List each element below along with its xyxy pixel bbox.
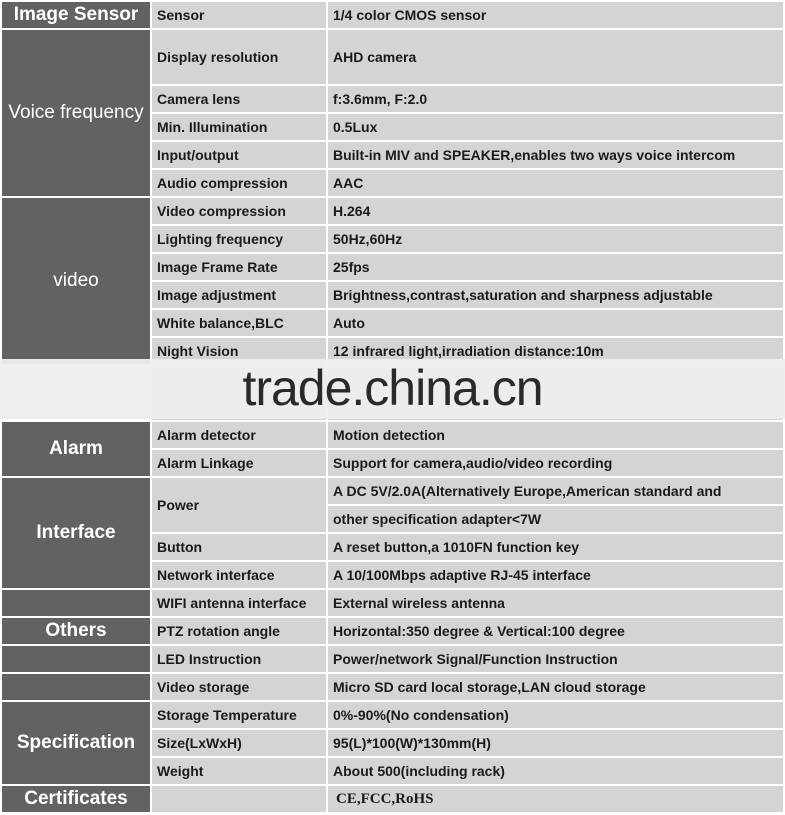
category-label: Alarm [2, 422, 150, 476]
spec-value: CE,FCC,RoHS [328, 786, 783, 812]
spec-param: Image Frame Rate [152, 254, 326, 280]
spec-value: A reset button,a 1010FN function key [328, 534, 783, 560]
spec-value: 12 infrared light,irradiation distance:10m [328, 338, 783, 364]
spec-param: Alarm Linkage [152, 450, 326, 476]
category-label: Specification [2, 702, 150, 784]
spec-param: White balance,BLC [152, 310, 326, 336]
spec-param: Min. Illumination [152, 114, 326, 140]
spec-param: Button [152, 534, 326, 560]
spec-param: Lighting frequency [152, 226, 326, 252]
spec-param [152, 786, 326, 812]
spec-value: Brightness,contrast,saturation and sharpness adjustable [328, 282, 783, 308]
category-label: Image Sensor [2, 2, 150, 28]
spec-param: Power [152, 478, 326, 532]
spec-param: Video storage [152, 674, 326, 700]
category-blank-cell [2, 646, 150, 672]
watermark-text: trade.china.cn [242, 360, 543, 416]
spec-value: AAC [328, 170, 783, 196]
spec-value: H.264 [328, 198, 783, 224]
spec-value: A 10/100Mbps adaptive RJ-45 interface [328, 562, 783, 588]
spec-value: 50Hz,60Hz [328, 226, 783, 252]
spec-value: 0.5Lux [328, 114, 783, 140]
spec-value: Power/network Signal/Function Instruction [328, 646, 783, 672]
category-blank-cell [2, 590, 150, 616]
category-label: video [2, 198, 150, 364]
spec-param: Input/output [152, 142, 326, 168]
spec-param: Weight [152, 758, 326, 784]
spec-param: LED Instruction [152, 646, 326, 672]
spec-param: Alarm detector [152, 422, 326, 448]
spec-value: External wireless antenna [328, 590, 783, 616]
spec-param: Storage Temperature [152, 702, 326, 728]
spec-value: About 500(including rack) [328, 758, 783, 784]
spec-param: Sensor [152, 2, 326, 28]
spec-value: Motion detection [328, 422, 783, 448]
spec-value: A DC 5V/2.0A(Alternatively Europe,American standard and [328, 478, 783, 504]
spec-value: AHD camera [328, 30, 783, 84]
spec-param: Audio compression [152, 170, 326, 196]
spec-value: 0%-90%(No condensation) [328, 702, 783, 728]
spec-param: Night Vision [152, 338, 326, 364]
spec-value: f:3.6mm, F:2.0 [328, 86, 783, 112]
spec-value: 1/4 color CMOS sensor [328, 2, 783, 28]
spec-value: 95(L)*100(W)*130mm(H) [328, 730, 783, 756]
spec-param: WIFI antenna interface [152, 590, 326, 616]
spec-value: Auto [328, 310, 783, 336]
category-label: Voice frequency [2, 30, 150, 196]
spec-value: Support for camera,audio/video recording [328, 450, 783, 476]
spec-value: Micro SD card local storage,LAN cloud storage [328, 674, 783, 700]
category-blank-cell [2, 674, 150, 700]
category-label: Others [2, 618, 150, 644]
spec-param: PTZ rotation angle [152, 618, 326, 644]
category-label: Certificates [2, 786, 150, 812]
spec-param: Camera lens [152, 86, 326, 112]
spec-value: Horizontal:350 degree & Vertical:100 degree [328, 618, 783, 644]
spec-param: Size(LxWxH) [152, 730, 326, 756]
spec-param: Network interface [152, 562, 326, 588]
spec-value: other specification adapter<7W [328, 506, 783, 532]
category-label: Interface [2, 478, 150, 588]
spec-param: Display resolution [152, 30, 326, 84]
spec-value: 25fps [328, 254, 783, 280]
spec-value: Built-in MIV and SPEAKER,enables two ways voice intercom [328, 142, 783, 168]
spec-param: Video compression [152, 198, 326, 224]
spec-param: Image adjustment [152, 282, 326, 308]
